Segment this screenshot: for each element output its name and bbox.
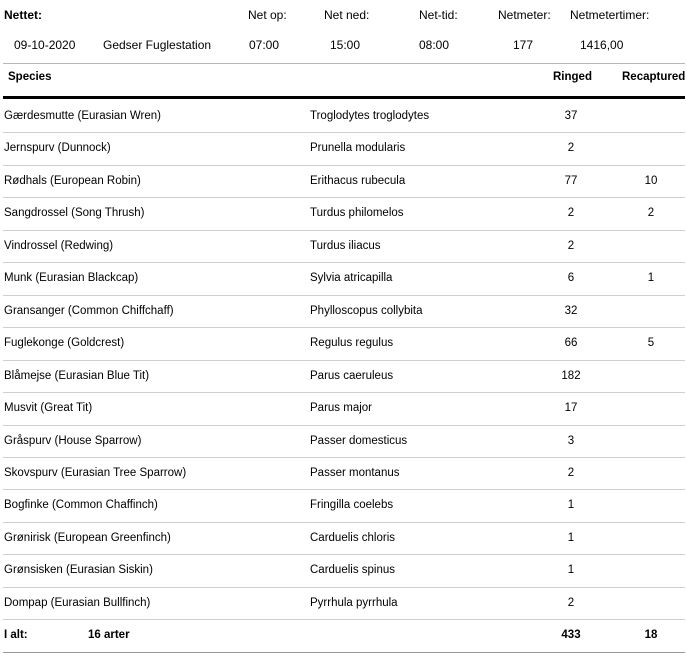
table-row (0, 295, 687, 327)
species-danish-name: Musvit (Great Tit) (4, 402, 93, 415)
species-scientific-name: Pyrrhula pyrrhula (310, 596, 398, 609)
species-danish-name: Jernspurv (Dunnock) (4, 142, 111, 155)
date-value: 09-10-2020 (14, 38, 76, 52)
net-tid-label: Net-tid: (419, 8, 458, 22)
table-row (0, 554, 687, 586)
nettet-label: Nettet: (4, 8, 42, 22)
species-danish-name: Sangdrossel (Song Thrush) (4, 207, 145, 220)
species-scientific-name: Fringilla coelebs (310, 499, 394, 512)
recaptured-count: 1 (647, 272, 655, 285)
species-danish-name: Bogfinke (Common Chaffinch) (4, 499, 158, 512)
table-row (0, 425, 687, 457)
netmeter-label: Netmeter: (498, 8, 551, 22)
species-danish-name: Gråspurv (House Sparrow) (4, 434, 142, 447)
species-scientific-name: Carduelis chloris (310, 531, 396, 544)
species-danish-name: Rødhals (European Robin) (4, 174, 141, 187)
table-row (0, 230, 687, 262)
column-header-recaptured: Recaptured (622, 71, 686, 83)
recaptured-count: 10 (644, 174, 658, 187)
table-row (0, 587, 687, 619)
netmetertimer-value: 1416,00 (580, 38, 624, 52)
table-row (0, 457, 687, 489)
species-danish-name: Dompap (Eurasian Bullfinch) (4, 596, 151, 609)
net-op-label: Net op: (248, 8, 287, 22)
ringed-count: 1 (567, 499, 575, 512)
species-scientific-name: Turdus iliacus (310, 239, 381, 252)
species-danish-name: Gærdesmutte (Eurasian Wren) (4, 110, 162, 122)
table-row (0, 327, 687, 359)
table-row (0, 132, 687, 164)
ringed-count: 1 (567, 531, 575, 544)
totals-label: I alt: (4, 629, 28, 641)
totals-row (0, 619, 687, 651)
species-danish-name: Fuglekonge (Goldcrest) (4, 337, 125, 350)
net-ned-value: 15:00 (330, 38, 361, 52)
table-row (0, 392, 687, 424)
net-tid-value: 08:00 (419, 38, 450, 52)
table-row (0, 100, 687, 132)
table-row (0, 360, 687, 392)
ringed-count: 182 (561, 369, 581, 382)
species-danish-name: Grønirisk (European Greenfinch) (4, 531, 171, 544)
netmeter-value: 177 (513, 38, 534, 52)
ringed-count: 2 (567, 207, 575, 220)
table-row (0, 522, 687, 554)
ringed-count: 2 (567, 142, 575, 155)
column-header-species: Species (8, 71, 52, 83)
table-row (0, 489, 687, 521)
station-value: Gedser Fuglestation (103, 38, 212, 52)
table-row (0, 165, 687, 197)
species-scientific-name: Phylloscopus collybita (310, 304, 423, 317)
totals-ringed: 433 (561, 629, 581, 641)
totals-divider (3, 652, 685, 653)
net-op-value: 07:00 (249, 38, 280, 52)
header-divider (3, 63, 685, 64)
species-danish-name: Blåmejse (Eurasian Blue Tit) (4, 369, 150, 382)
net-ned-label: Net ned: (324, 8, 370, 22)
ringed-count: 2 (567, 596, 575, 609)
ringed-count: 17 (564, 402, 578, 415)
species-scientific-name: Parus major (310, 402, 372, 415)
ringed-count: 32 (564, 304, 578, 317)
species-danish-name: Grønsisken (Eurasian Siskin) (4, 564, 153, 577)
species-danish-name: Vindrossel (Redwing) (4, 239, 114, 252)
species-scientific-name: Troglodytes troglodytes (310, 110, 430, 122)
species-scientific-name: Turdus philomelos (310, 207, 404, 220)
table-row (0, 197, 687, 229)
species-danish-name: Skovspurv (Eurasian Tree Sparrow) (4, 466, 187, 479)
species-danish-name: Gransanger (Common Chiffchaff) (4, 304, 174, 317)
species-scientific-name: Parus caeruleus (310, 369, 394, 382)
ringed-count: 3 (567, 434, 575, 447)
species-scientific-name: Passer montanus (310, 466, 400, 479)
species-scientific-name: Passer domesticus (310, 434, 408, 447)
table-row (0, 262, 687, 294)
ringed-count: 6 (567, 272, 575, 285)
species-scientific-name: Carduelis spinus (310, 564, 396, 577)
species-scientific-name: Regulus regulus (310, 337, 394, 350)
totals-recaptured: 18 (644, 629, 658, 641)
species-scientific-name: Prunella modularis (310, 142, 406, 155)
table-header-rule (3, 96, 685, 99)
ringed-count: 37 (564, 110, 578, 122)
ringed-count: 2 (567, 466, 575, 479)
recaptured-count: 2 (647, 207, 655, 220)
species-danish-name: Munk (Eurasian Blackcap) (4, 272, 139, 285)
recaptured-count: 5 (647, 337, 655, 350)
totals-species-count: 16 arter (88, 629, 130, 641)
column-header-ringed: Ringed (553, 71, 592, 83)
species-scientific-name: Erithacus rubecula (310, 174, 406, 187)
species-scientific-name: Sylvia atricapilla (310, 272, 393, 285)
ringed-count: 1 (567, 564, 575, 577)
ringed-count: 66 (564, 337, 578, 350)
ringed-count: 2 (567, 239, 575, 252)
netmetertimer-label: Netmetertimer: (570, 8, 650, 22)
ringed-count: 77 (564, 174, 578, 187)
